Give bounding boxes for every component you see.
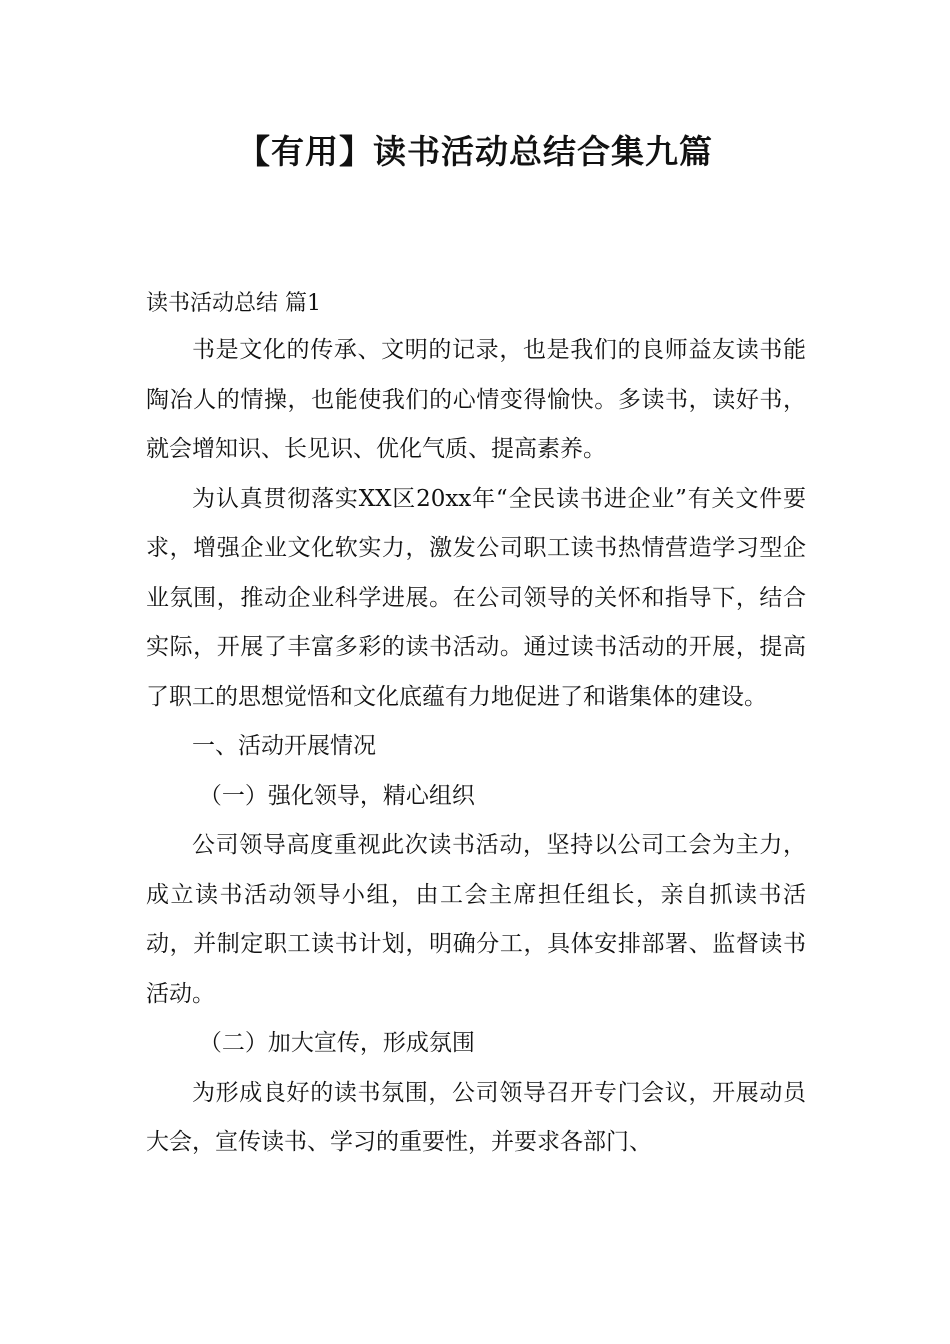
- document-title: 【有用】读书活动总结合集九篇: [237, 132, 713, 171]
- section-label: 读书活动总结 篇1: [146, 291, 321, 316]
- paragraph-intro: 书是文化的传承、文明的记录，也是我们的良师益友读书能陶冶人的情操，也能使我们的心情变得愉快。多读书，读好书，就会增知识、长见识、优化气质、提高素养。: [146, 337, 806, 462]
- subheading-leadership: （一）强化领导，精心组织: [198, 782, 475, 809]
- paragraph-publicity: 为形成良好的读书氛围，公司领导召开专门会议，开展动员大会，宣传读书、学习的重要性，并要求各部门、: [146, 1079, 806, 1155]
- paragraph-leadership: 公司领导高度重视此次读书活动，坚持以公司工会为主力，成立读书活动领导小组，由工会主席担任组长，亲自抓读书活动，并制定职工读书计划，明确分工，具体安排部署、监督读书活动。: [146, 832, 806, 1007]
- document-body: [146, 326, 806, 1168]
- heading-activity-status: 一、活动开展情况: [192, 733, 376, 759]
- subheading-publicity: （二）加大宣传，形成氛围: [198, 1030, 475, 1056]
- paragraph-background: 为认真贯彻落实XX区20xx年“全民读书进企业”有关文件要求，增强企业文化软实力，激发公司职工读书热情营造学习型企业氛围，推动企业科学进展。在公司领导的关怀和指导下，结合实际，开展了丰富多彩的读书活动。通过读书活动的开展，提高了职工的思想觉悟和文化底蕴有力地促进了和谐集体的建设。: [146, 485, 806, 710]
